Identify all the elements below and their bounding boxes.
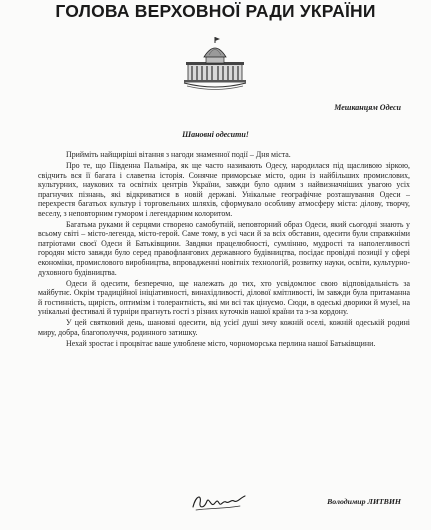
body-paragraph: Нехай зростає і процвітає ваше улюблене місто, чорноморська перлина нашої Батьківщини. xyxy=(66,338,376,348)
signer-name: Володимир ЛИТВИН xyxy=(327,497,401,506)
body-paragraph: Багатьма руками й серцями створено самобутній, неповторний образ Одеси, який сьогодні знають у всьому світі – місто-легенда, місто-герой. Саме тому, в усі часи й за всіх обставин, одесити були справжніми патріотами своєї Одеси й Батьківщини. Завдяки працелюбності, сумлінню, мудрості та наполегливості городян місто завжди було серед правофлангових державного будівництва, посідає провідні позиції у сфері економіки, промислового виробництва, впровадженні новітніх технологій, розвитку науки, освіти, культурно-духовного будівництва. xyxy=(38,219,410,277)
handwritten-signature xyxy=(190,491,248,513)
letter-body xyxy=(38,150,410,350)
letterhead-title: ГОЛОВА ВЕРХОВНОЇ РАДИ УКРАЇНИ xyxy=(55,1,376,21)
body-paragraph: Прийміть найщиріші вітання з нагоди знаменної події – Дня міста. xyxy=(66,150,291,159)
addressee-line: Мешканцям Одеси xyxy=(334,103,401,112)
greeting-line: Шановні одесити! xyxy=(182,130,249,139)
parliament-building-emblem xyxy=(178,31,252,93)
body-paragraph: У цей святковий день, шановні одесити, від усієї душі зичу кожній оселі, кожній одеській родині миру, добра, благополуччя, родинного затишку. xyxy=(38,318,410,337)
body-paragraph: Про те, що Південна Пальміра, як ще часто називають Одесу, народилася під щасливою зіркою, свідчить вся її багата і славетна історія. Сонячне приморське місто, один із найбільших промислових, культурних, наукових та освітніх центрів України, завжди було одним з найвизначніших увагою усіх прагнучих пізнань, які відкриватися в новій державі. Унікальне географічне розташування Одеси – перехрестя багатьох культур і торговельних шляхів, сформувало особливу атмосферу міста: ділову, творчу, веселу, з неповторним гумором і легендарним колоритом. xyxy=(38,161,410,218)
body-paragraph: Одеси й одесити, безперечно, ще належать до тих, хто усвідомлює свою відповідальність за майбутнє. Окрім традиційної ініціативності, винахідливості, ділової кмітливості, їм завжди була притаманна й гостинність, щирість, оптимізм і толерантність, які ми всі так цінуємо. Сюди, в одеські дворики й музеї, на унікальні фестивалі й турніри прагнуть гості з різних куточків нашої країни та з-за кордону. xyxy=(38,278,410,317)
